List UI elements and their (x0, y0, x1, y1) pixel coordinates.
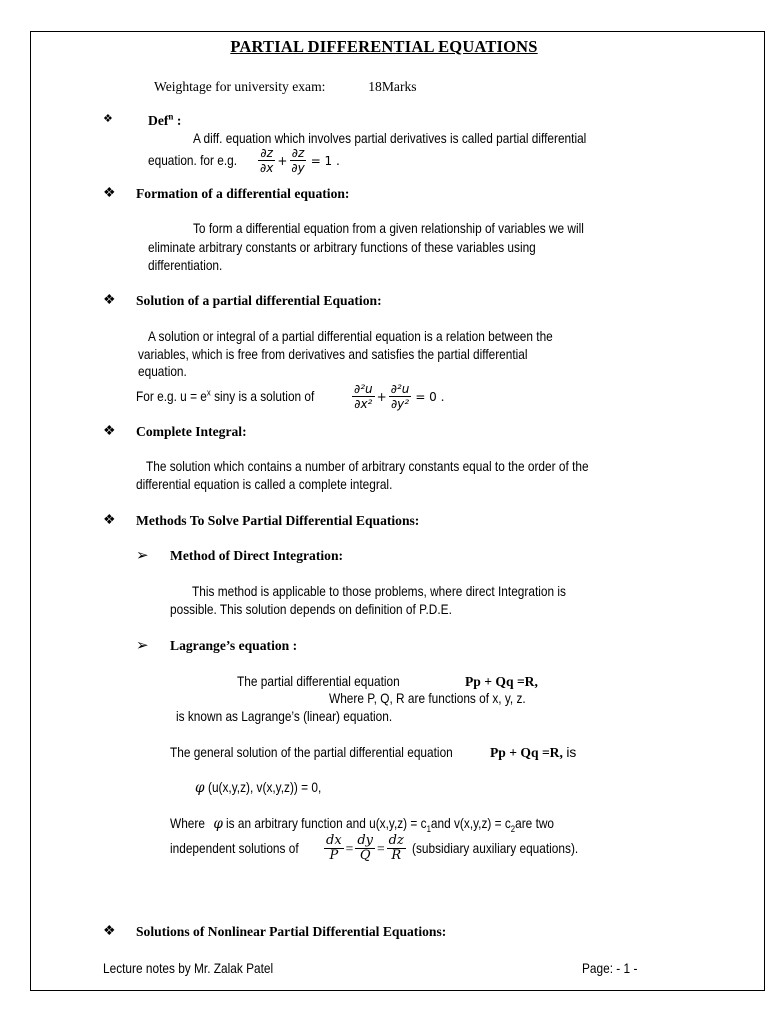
solution-line-3: equation. (138, 364, 187, 379)
fraction: $\frac{dz}{R}$ (388, 833, 404, 863)
lagrange-line-3: is known as Lagrange’s (linear) equation. (176, 709, 393, 724)
weightage-label: Weightage for university exam: (154, 79, 326, 94)
definition-heading: Def$^n$ : (148, 111, 182, 128)
solution-line-2: variables, which is free from derivatives and satisfies the partial differential (138, 347, 528, 362)
direct-heading: Method of Direct Integration: (170, 548, 344, 563)
lagrange-line-2: Where P, Q, R are functions of x, y, z. (329, 691, 526, 706)
fraction: $\frac{dy}{Q}$ (357, 833, 373, 863)
arrow-bullet-icon: ➢ (136, 638, 149, 654)
where-line: Where φ is an arbitrary function and $u(x,y,z) = c_1and$ $v(x,y,z) = c_2are$ two (170, 816, 555, 834)
phi-equation: φ (u(x,y,z), v(x,y,z)) = 0, (195, 780, 322, 796)
formation-line-2: eliminate arbitrary constants or arbitrary functions of these variables using (148, 240, 536, 255)
direct-line-1: This method is applicable to those problems, where direct Integration is (192, 584, 566, 599)
complete-heading: Complete Integral: (136, 424, 247, 439)
formation-heading: Formation of a differential equation: (136, 186, 350, 201)
weightage-value: 18Marks (368, 79, 417, 94)
arrow-bullet-icon: ➢ (136, 548, 149, 564)
fraction: $\frac{\partial z}{\partial y}$ (291, 146, 305, 175)
methods-heading: Methods To Solve Partial Differential Equations: (136, 513, 420, 528)
fraction: $\frac{\text{∂²u}}{\text{∂x²}}$ (354, 382, 373, 411)
solution-heading: Solution of a partial differential Equation: (136, 293, 382, 308)
nonlinear-heading: Solutions of Nonlinear Partial Differential Equations: (136, 924, 447, 939)
fraction: $\frac{dx}{P}$ (326, 833, 342, 863)
footer-author: Lecture notes by Mr. Zalak Patel (103, 961, 274, 976)
solution-example: For e.g. $u = e^x$ siny is a solution of $\frac{\text{∂²u}}{\text{∂x²}}$ + $\frac{\text{∂²u}}{\text{∂y²}}$ = 0 . (136, 382, 445, 411)
lagrange-heading: Lagrange’s equation : (170, 638, 298, 653)
complete-line-2: differential equation is called a complete integral. (136, 477, 393, 492)
fraction: $\frac{\text{∂²u}}{\text{∂y²}}$ (390, 382, 410, 411)
diamond-bullet-icon: ❖ (103, 113, 113, 125)
independent-line: independent solutions of $\frac{dx}{P}$ = $\frac{dy}{Q}$ = $\frac{dz}{R}$ (subsidiary auxiliary equations). (170, 833, 579, 863)
formation-line-1: To form a differential equation from a given relationship of variables we will (193, 221, 584, 236)
page-title: PARTIAL DIFFERENTIAL EQUATIONS (230, 37, 538, 56)
diamond-bullet-icon: ❖ (103, 186, 116, 201)
direct-line-2: possible. This solution depends on definition of P.D.E. (170, 602, 452, 617)
solution-line-1: A solution or integral of a partial differential equation is a relation between the (148, 329, 553, 344)
footer-page-number: Page: - 1 - (582, 961, 638, 976)
formation-line-3: differentiation. (148, 258, 223, 273)
diamond-bullet-icon: ❖ (103, 924, 116, 939)
lagrange-line-1: The partial differential equation Pp + Qq =R, (237, 674, 538, 689)
complete-line-1: The solution which contains a number of arbitrary constants equal to the order of the (146, 459, 589, 474)
diamond-bullet-icon: ❖ (103, 424, 116, 439)
diamond-bullet-icon: ❖ (103, 513, 116, 528)
definition-line-1: A diff. equation which involves partial derivatives is called partial differential (193, 131, 587, 146)
diamond-bullet-icon: ❖ (103, 293, 116, 308)
weightage-line (154, 78, 417, 96)
definition-line-2: equation. for e.g. $\frac{\partial z}{\partial x}$ + $\frac{\partial z}{\partial y}$ = 1 . (148, 146, 340, 175)
general-solution-line: The general solution of the partial differential equation Pp + Qq =R, is (170, 745, 577, 760)
fraction: $\frac{\partial z}{\partial x}$ (260, 146, 274, 175)
